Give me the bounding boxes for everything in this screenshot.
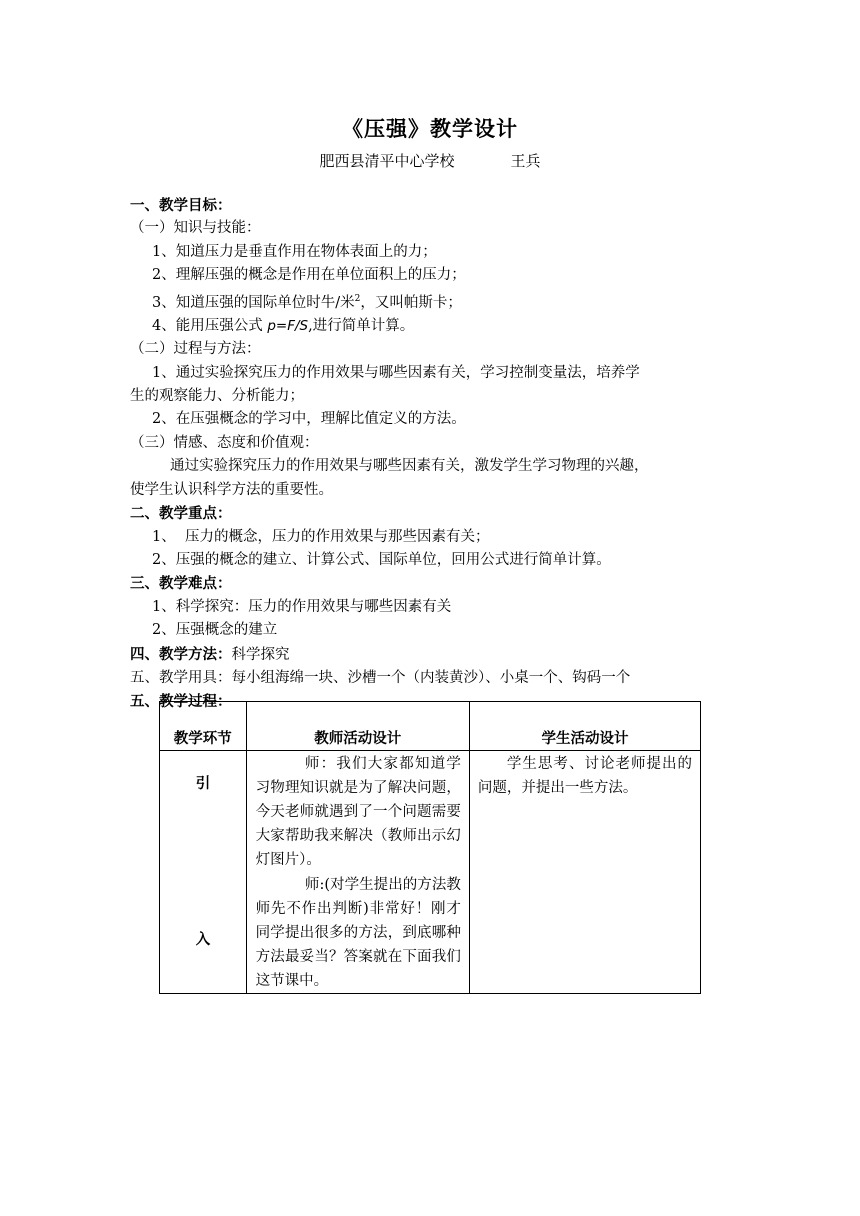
difficulties-heading: 三、教学难点：: [130, 575, 232, 593]
teaching-process-table: [159, 701, 701, 994]
header-stage: 教学环节: [160, 702, 247, 751]
student-activity-text: 学生思考、讨论老师提出的问题，并提出一些方法。: [477, 756, 692, 796]
stage-label-bottom: 入: [195, 931, 211, 948]
teacher-paragraph-1: 师：我们大家都知道学习物理知识就是为了解决问题，今天老师就遇到了一个问题需要大家帮助我来解决（教师出示幻灯图片）。: [255, 756, 461, 868]
process-item-2: 2、在压强概念的学习中，理解比值定义的方法。: [152, 411, 466, 428]
author-name: 王兵: [510, 152, 541, 170]
stage-label-top: 引: [195, 775, 211, 792]
stage-cell: [160, 751, 247, 994]
header-teacher-activity: 教师活动设计: [246, 702, 469, 751]
header-student-activity: 学生活动设计: [469, 702, 700, 751]
student-activity-cell: [469, 751, 700, 994]
key-points-heading: 二、教学重点：: [130, 505, 232, 523]
formula-tail: ,进行简单计算。: [308, 317, 415, 334]
key-point-2: 2、压强的概念的建立、计算公式、国际单位，回用公式进行简单计算。: [152, 551, 611, 568]
goals-heading: 一、教学目标：: [130, 197, 232, 214]
attitude-line-1: 通过实验探究压力的作用效果与哪些因素有关，激发学生学习物理的兴趣，: [170, 458, 649, 475]
knowledge-item-1: 1、知道压力是垂直作用在物体表面上的力；: [152, 243, 437, 260]
method-value: 科学探究: [231, 646, 290, 663]
knowledge-item-3: [130, 288, 730, 315]
process-heading: 五、教学过程：: [130, 693, 232, 711]
pressure-formula: p=F/S: [267, 317, 309, 334]
key-point-1: 1、 压力的概念，压力的作用效果与那些因素有关；: [152, 528, 490, 545]
table-header-row: [160, 702, 701, 751]
process-item-1-line-2: 生的观察能力、分析能力；: [130, 388, 304, 405]
document-body: [130, 194, 730, 714]
document-title: 《压强》教学设计: [342, 116, 518, 141]
knowledge-heading: （一）知识与技能：: [130, 220, 261, 237]
attitude-heading: （三）情感、态度和价值观：: [130, 434, 319, 451]
unit-superscript: 2: [354, 293, 361, 304]
process-method-heading: （二）过程与方法：: [130, 341, 261, 358]
teaching-tools: 五、教学用具：每小组海绵一块、沙槽一个（内装黄沙）、小桌一个、钩码一个: [130, 669, 631, 686]
teacher-activity-cell: [246, 751, 469, 994]
knowledge-item-2: 2、理解压强的概念是作用在单位面积上的压力；: [152, 267, 466, 284]
method-heading: 四、教学方法：: [130, 645, 232, 663]
table-row: [160, 751, 701, 994]
knowledge-item-4: [130, 315, 730, 338]
teacher-paragraph-2: 师:(对学生提出的方法教师先不作出判断)非常好！刚才同学提出很多的方法，到底哪种方法最妥当？答案就在下面我们这节课中。: [255, 877, 461, 989]
unit-text: 3、知道压强的国际单位时牛/米: [152, 294, 355, 311]
attitude-line-2: 使学生认识科学方法的重要性。: [130, 481, 333, 498]
author-line: [0, 150, 860, 171]
method-line: [130, 643, 730, 667]
process-item-1-line-1: 1、通过实验探究压力的作用效果与哪些因素有关，学习控制变量法，培养学: [152, 364, 640, 381]
difficulty-2: 2、压强概念的建立: [152, 622, 278, 639]
formula-lead: 4、能用压强公式: [152, 317, 263, 334]
author-school: 肥西县清平中心学校: [319, 152, 455, 170]
unit-tail: ，又叫帕斯卡；: [360, 294, 462, 311]
difficulty-1: 1、科学探究：压力的作用效果与哪些因素有关: [152, 598, 452, 615]
